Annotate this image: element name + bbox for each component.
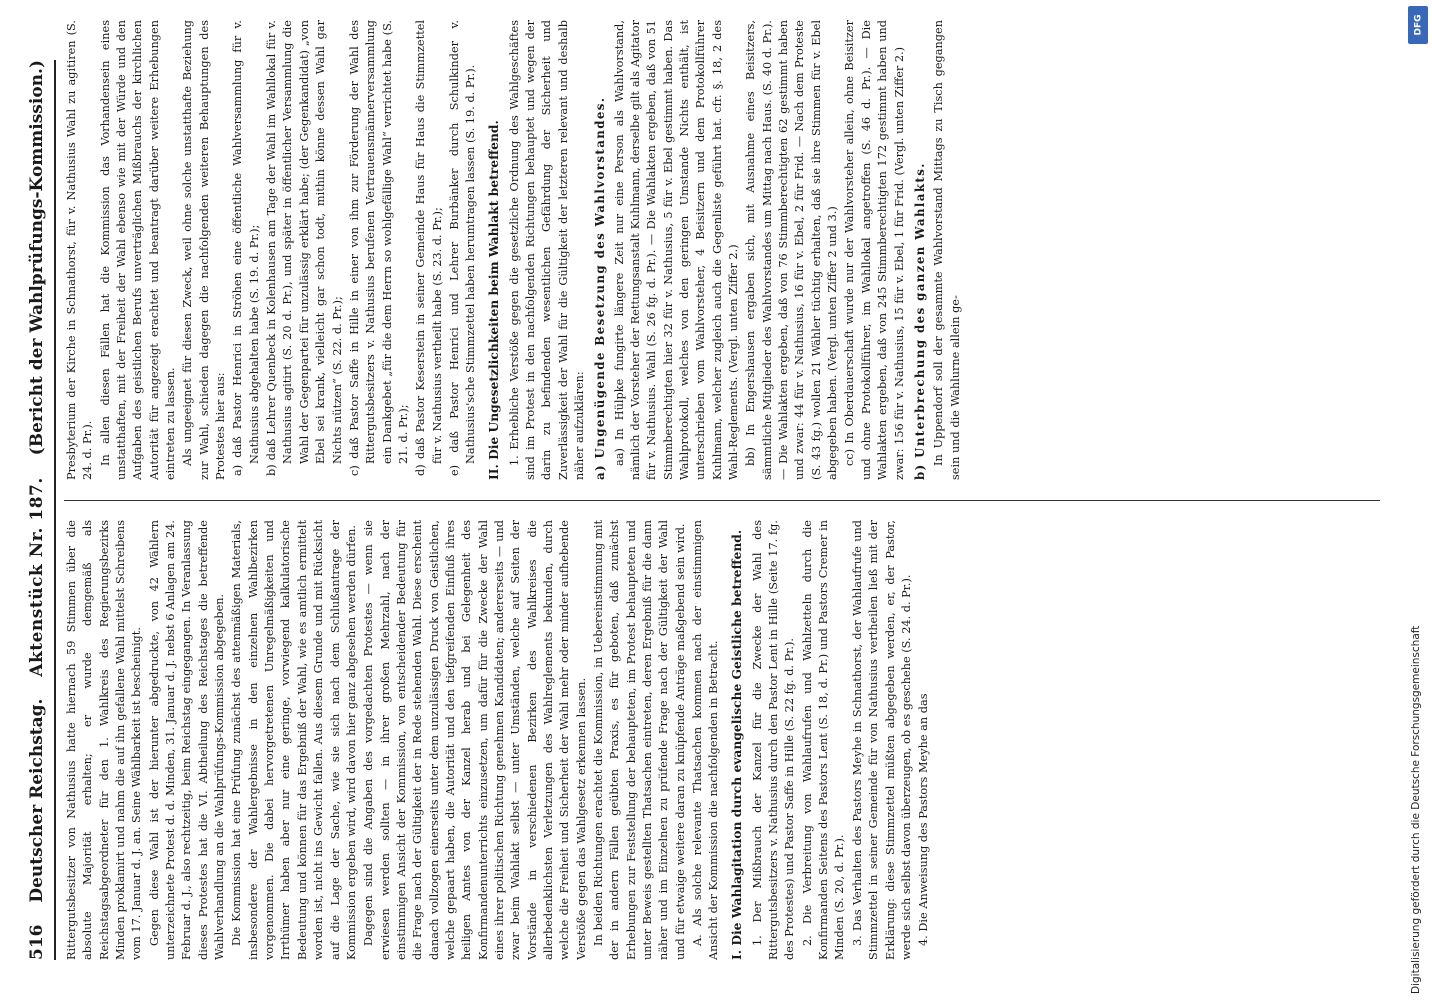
paragraph: Dagegen sind die Angaben des vorgedachten Protestes — wenn sie erwiesen werden sollten — in ihrer großen Mehrzahl, nach der einstimmigen Ansicht der Kommission, von entscheidender Bedeutung für die Frage nach der Gültigkeit der in Rede stehenden Wahl. Diese erscheint danach vollzogen einerseits unter dem unzulässigen Druck von Geistlichen, welche gepaart haben, die Autorität und den tiefgreifenden Einfluß ihres heiligen Amtes von der Kanzel herab und bei Gelegenheit des Konfirmandenunterrichts einzusetzen, um dafür für die Zwecke der Wahl eines ihrer politischen Richtung genehmen Kandidaten; andererseits — und zwar beim Wahlakt selbst — unter Umständen, welche auf Seiten der Vorstände in verschiedenen Bezirken des Wahlkreises die allerbedenklichsten Verletzungen des Wahlreglements bekunden, durch welche die Freiheit und Sicherheit der Wahl mehr oder minder aufhebende Verstöße gegen das Wahlgesetz erkennen lassen. xyxy=(362,520,588,960)
subheading: a) Ungenügende Besetzung des Wahlvorstandes. xyxy=(593,96,608,480)
digitization-margin xyxy=(1402,0,1432,1000)
paragraph: Rittergutsbesitzer von Nathusius hatte hiernach 59 Stimmen über die absolute Majorität erhalten; er wurde demgemäß als Reichstagsabgeordneter für den 1. Wahlkreis des Regierungsbezirks Minden proklamirt und nahm die auf ihn gefallene Wahl mittelst Schreibens vom 17. Januar d. J. an. Seine Wählbarkeit ist bescheinigt. xyxy=(65,520,144,960)
document-number: Aktenstück Nr. 187. xyxy=(27,477,47,677)
list-item: 2. Die Verbreitung von Wahlaufrufen und Wahlzetteln durch die Konfirmanden Seitens des Pastors Lent (S. 18, d. Pr.) und Pastors Cremer in Minden (S. 20, d. Pr.). xyxy=(800,520,847,960)
paragraph: aa) In Hülpke fungirte längere Zeit nur eine Person als Wahlvorstand, nämlich der Vorsteher der Rettungsanstalt Kuhlmann, derselbe gilt als Agitator für v. Nathusius. Wahl (S. 26 fg. d. Pr.). — Die Wahlakten ergeben, daß von 51 Stimmberechtigten hier 32 für v. Nathusius, 5 für v. Ebel gestimmt haben. Das Wahlprotokoll, welches von den geringen Umstande Nichts enthält, ist unterschrieben vom Wahlvorsteher, 4 Beisitzern und dem Protokollführer Kuhlmann, welcher zugleich auch die Gegenliste geführt hat. cfr. §. 18, 2 des Wahl-Reglements. (Vergl. unten Ziffer 2.) xyxy=(612,20,741,480)
left-column xyxy=(64,520,1380,960)
subheading: b) Unterbrechung des ganzen Wahlakts. xyxy=(912,162,927,480)
list-item: b) daß Lehrer Quenbeck in Kolenhausen am Tage der Wahl im Wahllokal für v. Nathusius agitirt (S. 20 d. Pr.), und später in öffentlicher Versammlung die Wahl der Gegenpartei für unzulässig erklärt habe; (der Gegenkandidat) „von Ebel sei krank, vielleicht gar schon todt, mithin könne dessen Wahl gar Nichts nützen“ (S. 22. d. Pr.); xyxy=(265,20,344,476)
section-heading-II: II. Die Ungesetzlichkeiten beim Wahlakt betreffend. xyxy=(485,120,501,480)
list-item: d) daß Pastor Keserstein in seiner Gemeinde Haus für Haus die Stimmzettel für v. Nathusius vertheilt habe (S. 23. d. Pr.); xyxy=(414,20,444,476)
list-item: 1. Der Mißbrauch der Kanzel für die Zwecke der Wahl des Rittergutsbesitzers v. Nathusius durch den Pastor Lent in Hille (Seite 17. fg. des Protestes) und Pastor Saffe in Hille (S. 22 fg. d. Pr.). xyxy=(750,520,797,960)
paragraph: Als ungeeignet für diesen Zweck, weil ohne solche unstatthafte Beziehung zur Wahl, schieden dagegen die nachfolgenden weiteren Behauptungen des Protestes hier aus: xyxy=(181,20,228,480)
paragraph: Gegen diese Wahl ist der hierunter abgedruckte, von 42 Wählern unterzeichnete Protest d. d. Minden, 31. Januar d. J. nebst 6 Anlagen am 24. Februar d. J., also rechtzeitig, beim Reichstag eingegangen. In Veranlassung dieses Protestes hat die VI. Abtheilung des Reichstages die betreffende Wahlverhandlung an die Wahlprüfungs-Kommission abgegeben. xyxy=(147,520,227,960)
list-item: e) daß Pastor Henrici und Lehrer Burbänker durch Schulkinder v. Nathusius'sche Stimmzettel haben herumtragen lassen (S. 19. d. Pr.). xyxy=(447,20,478,476)
column-divider xyxy=(64,500,1380,501)
list-item: a) daß Pastor Henrici in Ströhen eine öffentliche Wahlversammlung für v. Nathusius abgehalten habe (S. 19. d. Pr.); xyxy=(231,20,261,476)
paragraph: Presbyterium der Kirche in Schnathorst, für v. Nathusius Wahl zu agitiren (S. 24. d. Pr.). xyxy=(65,20,95,480)
paragraph: Die Kommission hat eine Prüfung zunächst des attenmäßigen Materials, insbesondere der Wahlergebnisse in den einzelnen Wahlbezirken vorgenommen. Die dabei hervorgetretenen Unregelmäßigkeiten und Irrthümer haben aber nur eine geringe, vorwiegend kalkulatorische Bedeutung und können für das Ergebniß der Wahl, wie es amtlich ermittelt worden ist, nicht ins Gewicht fallen. Aus diesem Grunde und mit Rücksicht auf die Lage der Sache, wie sie sich nach dem Schlußantrage der Kommission ergeben wird, wird davon hier ganz abgesehen werden dürfen. xyxy=(230,520,358,960)
list-item: c) daß Pastor Saffe in Hille in einer von ihm zur Förderung der Wahl des Rittergutsbesitzers v. Nathusius berufenen Vertrauensmännerversammlung ein Dankgebet „für die dem Herrn so wohlgefällige Wahl“ verrichtet habe (S. 21. d. Pr.); xyxy=(347,20,410,476)
digitization-credit: Digitalisierung gefördert durch die Deutsche Forschungsgemeinschaft xyxy=(1410,625,1422,994)
right-column xyxy=(64,20,1380,480)
paragraph: In allen diesen Fällen hat die Kommission das Vorhandensein eines unstatthaften, mit der Freiheit der Wahl ebenso wie mit der Würde und den Aufgaben des geistlichen Berufs unverträglichen Mißbrauchs der kirchlichen Autorität für angezeigt erachtet und beantragt darüber weitere Erhebungen eintreten zu lassen. xyxy=(98,20,178,480)
paragraph: 1. Erhebliche Verstöße gegen die gesetzliche Ordnung des Wahlgeschäftes sind im Protest in den nachfolgenden Richtungen behauptet und wegen der darin zu befindenden wesentlichen Gefährdung der Sicherheit und Zuverlässigkeit der Wahl für die Gültigkeit der letzteren relevant und deshalb näher aufzuklären: xyxy=(507,20,586,480)
publication-title: Deutscher Reichstag. xyxy=(27,698,47,903)
section-heading-I: I. Die Wahlagitation durch evangelische Geistliche betreffend. xyxy=(728,529,744,960)
section-title: (Bericht der Wahlprüfungs-Kommission.) xyxy=(27,60,47,456)
paragraph: In Uppendorf soll der gesammte Wahlvorstand Mittags zu Tisch gegangen sein und die Wahlurne allein ge- xyxy=(932,20,962,480)
paragraph: bb) In Engershausen ergaben sich, mit Ausnahme eines Beisitzers, sämmtliche Mitglieder des Wahlvorstandes um Mittag nach Haus. (S. 40 d. Pr.). — Die Wahlakten ergeben, daß von 76 Stimmberechtigten 62 gestimmt haben und zwar: 44 für v. Nathusius, 16 für v. Ebel, 2 für Frid. — Nach dem Proteste (S. 43 fg.) wollen 21 Wähler tüchtig erhalten, daß sie ihre Stimmen für v. Ebel abgegeben haben. (Vergl. unten Ziffer 2 und 3.) xyxy=(744,20,840,480)
paragraph: In beiden Richtungen erachtet die Kommission, in Uebereinstimmung mit der in andern Fällen geübten Praxis, es für geboten, daß zunächst Erhebungen zur Feststellung der behaupteten, im Protest behaupteten und unter Beweis gestellten Thatsachen eintreten, deren Ergebniß für die dann näher und im Einzelnen zu prüfende Frage nach der Gültigkeit der Wahl und für etwaige weitere daran zu knüpfende Anträge maßgebend sein wird. xyxy=(592,520,687,960)
running-head xyxy=(20,60,56,960)
list-item: 4. Die Anweisung des Pastors Meyhe an das xyxy=(917,693,931,946)
dfg-logo: DFG xyxy=(1408,6,1428,44)
page-number: 516 xyxy=(27,924,47,960)
paragraph: A. Als solche relevante Thatsachen kommen nach der einstimmigen Ansicht der Kommission die nachfolgenden in Betracht. xyxy=(691,520,721,960)
paragraph: cc) In Oberdauerschaft wurde nur der Wahlvorsteher allein, ohne Beisitzer und ohne Protokollführer, im Wahllokal angetroffen (S. 46 d. Pr.). — Die Wahlakten ergeben, daß von 245 Stimmberechtigten 172 gestimmt haben und zwar: 156 für v. Nathusius, 15 für v. Ebel, 1 für Frid. (Vergl. unten Ziffer 2.) xyxy=(843,20,906,480)
list-item: 3. Das Verhalten des Pastors Meyhe in Schnathorst, der Wahlaufrufe und Stimmzettel in seiner Gemeinde für von Nathusius vertheilen ließ mit der Erklärung: diese Stimmzettel müßten abgegeben werden, er, der Pastor, werde sich selbst davon überzeugen, ob es geschehe (S. 24. d. Pr.). xyxy=(850,520,913,960)
